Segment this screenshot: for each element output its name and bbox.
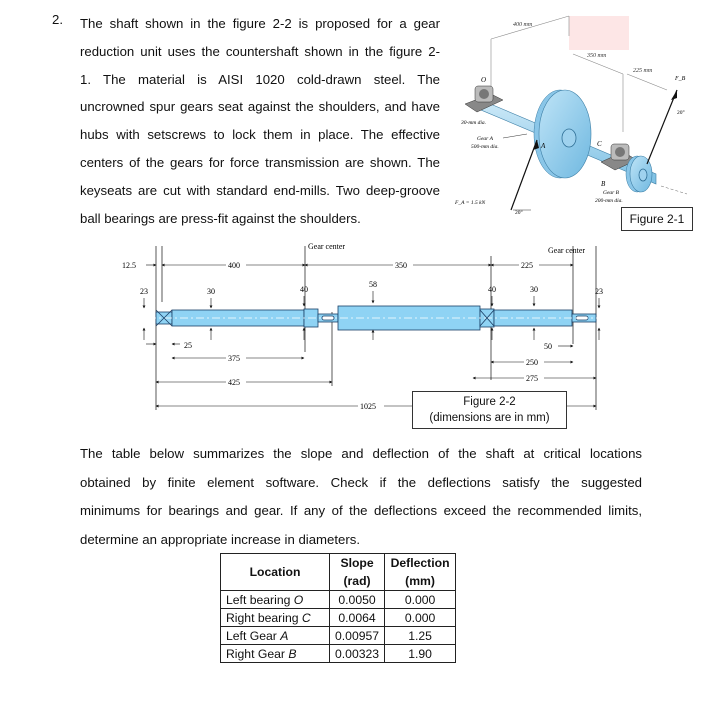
cell-location (221, 591, 330, 609)
cell-deflection: 0.000 (385, 609, 456, 627)
fig1-gear-a: Gear A (477, 136, 493, 142)
fig1-angle-a: 20° (515, 210, 523, 216)
fig2-dim-1025: 1025 (360, 402, 376, 410)
fig2-dim-375: 375 (228, 354, 240, 363)
intro-line: uncrowned spur gears seat against the shoulders, and have (80, 99, 440, 115)
intro-line: hubs with setscrews to lock them in place. The effective (80, 127, 440, 143)
slope-deflection-table (220, 553, 456, 663)
fig2-dia-58: 58 (369, 280, 377, 289)
fig2-dim-275: 275 (526, 374, 538, 383)
cell-location (221, 645, 330, 663)
figure-2-2-title: Figure 2-2 (463, 396, 516, 408)
fig1-gear-a-leader (503, 134, 527, 138)
fig1-label-b: B (601, 180, 606, 188)
cell-deflection: 1.90 (385, 645, 456, 663)
fig2-dim-225: 225 (521, 261, 533, 270)
table-row (221, 627, 456, 645)
fig1-label-a: A (541, 142, 546, 150)
location-name: Left Gear (226, 628, 277, 643)
figure-2-1-label: Figure 2-1 (621, 207, 693, 231)
fig2-gear-center-left: Gear center (308, 242, 346, 251)
location-point: A (280, 628, 289, 643)
location-name: Right bearing (226, 610, 299, 625)
table-header-row (221, 554, 456, 591)
fig1-centerline-end (661, 186, 687, 194)
table-row (221, 645, 456, 663)
fig1-force-fb: F_B (675, 76, 686, 82)
fig1-dim-350: 350 mm (587, 53, 607, 59)
fig2-dim-350: 350 (395, 261, 407, 270)
fig1-dim-225: 225 mm (633, 68, 653, 74)
fig1-gear-a-dia: 500-mm dia. (471, 144, 499, 150)
fig2-dim-50: 50 (544, 342, 552, 351)
cell-slope: 0.00323 (330, 645, 385, 663)
figure-2-2-shaft-drawing (118, 240, 614, 410)
gear-a (534, 90, 591, 178)
fig2-dia-40-right: 40 (488, 285, 496, 294)
fig2-dia-30-right: 30 (530, 285, 538, 294)
task-line: The table below summarizes the slope and deflection of the shaft at critical locations (80, 446, 642, 461)
figure-2-2-label (412, 391, 567, 429)
location-point: C (301, 610, 311, 625)
figure-2-1-countershaft (451, 14, 689, 226)
fig2-gear-center-right: Gear center (548, 246, 586, 255)
table-row (221, 591, 456, 609)
fig1-label-o: O (481, 76, 487, 84)
problem-task (80, 440, 642, 554)
location-point: O (293, 592, 304, 607)
header-slope: Slope (rad) (330, 554, 385, 591)
intro-line: centers of the gears for force transmission are shown. The (80, 154, 440, 170)
intro-line: ball bearings are press-fit against the shoulders. (80, 210, 361, 226)
problem-intro (80, 10, 440, 232)
fig2-dia-40-left: 40 (300, 285, 308, 294)
cell-location (221, 609, 330, 627)
location-name: Left bearing (226, 592, 291, 607)
task-line: obtained by finite element software. Check if the deflections satisfy the suggested (80, 474, 642, 490)
task-line: minimums for bearings and gear. If any of the deflections exceed the recommended limits, (80, 503, 642, 518)
cell-location (221, 627, 330, 645)
intro-line: reduction unit uses the countershaft shown in the figure 2- (80, 43, 440, 59)
problem-number: 2. (52, 12, 63, 27)
fig2-dia-23-left: 23 (140, 287, 148, 296)
fig2-dim-400: 400 (228, 261, 240, 270)
cell-deflection: 0.000 (385, 591, 456, 609)
cell-slope: 0.00957 (330, 627, 385, 645)
intro-line: The shaft shown in the figure 2-2 is proposed for a gear (80, 16, 440, 31)
location-point: B (288, 646, 297, 661)
force-fa-arrow (511, 140, 537, 210)
fig2-dim-425: 425 (228, 378, 240, 387)
fig2-dim-25: 25 (184, 341, 192, 350)
fig1-dim-400: 400 mm (513, 22, 533, 28)
fig1-label-c: C (597, 140, 602, 148)
figure-2-2-units-note: (dimensions are in mm) (429, 412, 550, 424)
fig1-gear-b-dia: 200-mm dia. (595, 198, 623, 204)
fig1-gear-b: Gear B (603, 190, 620, 196)
location-name: Right Gear (226, 646, 285, 661)
table-row (221, 609, 456, 627)
pink-highlight (569, 16, 629, 50)
cell-deflection: 1.25 (385, 627, 456, 645)
header-location: Location (221, 554, 330, 591)
intro-line: 1. The material is AISI 1020 cold-drawn steel. The (80, 71, 440, 87)
header-deflection: Deflection (mm) (385, 554, 456, 591)
intro-line: keyseats are cut with standard end-mills. Two deep-groove (80, 182, 440, 198)
task-line: determine an appropriate increase in diameters. (80, 531, 361, 547)
fig1-force-fa: F_A = 1.5 kN (455, 200, 486, 206)
cell-slope: 0.0050 (330, 591, 385, 609)
cell-slope: 0.0064 (330, 609, 385, 627)
fig2-dim-250: 250 (526, 358, 538, 367)
fig2-dim-12-5: 12.5 (122, 261, 136, 270)
force-fb-arrow (647, 90, 677, 164)
fig1-angle-b: 20° (677, 110, 685, 116)
fig1-shaft-dia: 30-mm dia. (461, 120, 487, 126)
fig2-dia-30-left: 30 (207, 287, 215, 296)
fig2-dia-23-right: 23 (595, 287, 603, 296)
